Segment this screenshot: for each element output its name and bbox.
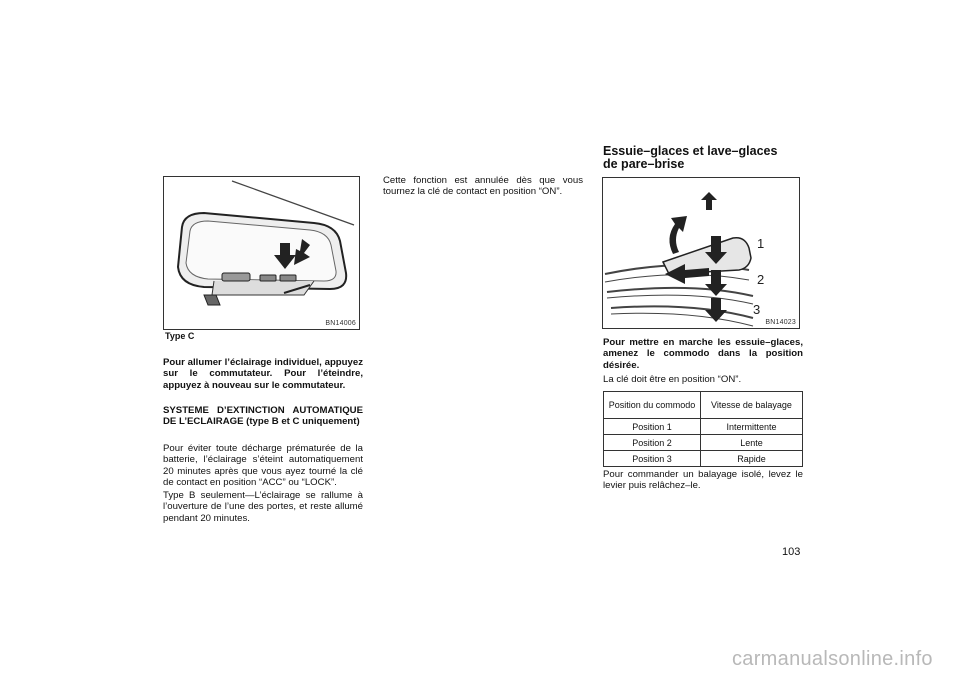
section-title	[603, 145, 813, 171]
wiper-lever-illustration	[603, 178, 799, 328]
wiper-position-label-1: 1	[757, 236, 765, 251]
watermark: carmanualsonline.info	[732, 648, 933, 670]
table-header-cell: Vitesse de balayage	[701, 392, 803, 419]
figure-code: BN14006	[325, 320, 356, 327]
mirror-figure	[163, 176, 360, 330]
table-row	[604, 435, 803, 451]
page-number: 103	[782, 546, 801, 558]
table-cell: Intermittente	[701, 419, 803, 435]
figure-code: BN14023	[765, 319, 796, 326]
wiper-position-label-2: 2	[757, 272, 765, 287]
table-cell: Position 1	[604, 419, 701, 435]
section-title-line1: Essuie–glaces et lave–glaces	[603, 144, 778, 158]
wiper-lever-figure	[602, 177, 800, 329]
paragraph-cancel: Cette fonction est annulée dès que vous tournez la clé de contact en position “ON”.	[383, 175, 583, 198]
table-cell: Rapide	[701, 451, 803, 467]
table-header-row	[604, 392, 803, 419]
table-cell: Position 2	[604, 435, 701, 451]
table-header-cell: Position du commodo	[604, 392, 701, 419]
table-cell: Position 3	[604, 451, 701, 467]
table-cell: Lente	[701, 435, 803, 451]
figure-caption: Type C	[165, 331, 195, 341]
paragraph-wiper-instruction: Pour mettre en marche les essuie–glaces, amenez le commodo dans la position désirée.	[603, 337, 803, 371]
wiper-speed-table	[603, 391, 803, 467]
section-title-line2: de pare–brise	[603, 157, 685, 171]
wiper-position-label-3: 3	[753, 302, 761, 317]
table-row	[604, 419, 803, 435]
section-heading: SYSTEME D’EXTINCTION AUTOMATIQUE DE L’ECLAIRAGE (type B et C uniquement)	[163, 405, 363, 428]
paragraph-key-note: La clé doit être en position “ON”.	[603, 374, 742, 385]
paragraph-instruction: Pour allumer l’éclairage individuel, appuyez sur le commutateur. Pour l’éteindre, appuyez à nouveau sur le commutateur.	[163, 357, 363, 391]
paragraph-type-b: Type B seulement—L’éclairage se rallume à l’ouverture de l’une des portes, et reste allumé pendant 20 minutes.	[163, 490, 363, 524]
rear-view-mirror-illustration	[164, 177, 359, 329]
table-row	[604, 451, 803, 467]
paragraph-battery: Pour éviter toute décharge prématurée de la batterie, l’éclairage s’éteint automatiquement 20 minutes après que vous ayez tourné la clé de contact en position “ACC” ou “LOCK”.	[163, 443, 363, 489]
paragraph-single-wipe: Pour commander un balayage isolé, levez le levier puis relâchez–le.	[603, 469, 803, 492]
